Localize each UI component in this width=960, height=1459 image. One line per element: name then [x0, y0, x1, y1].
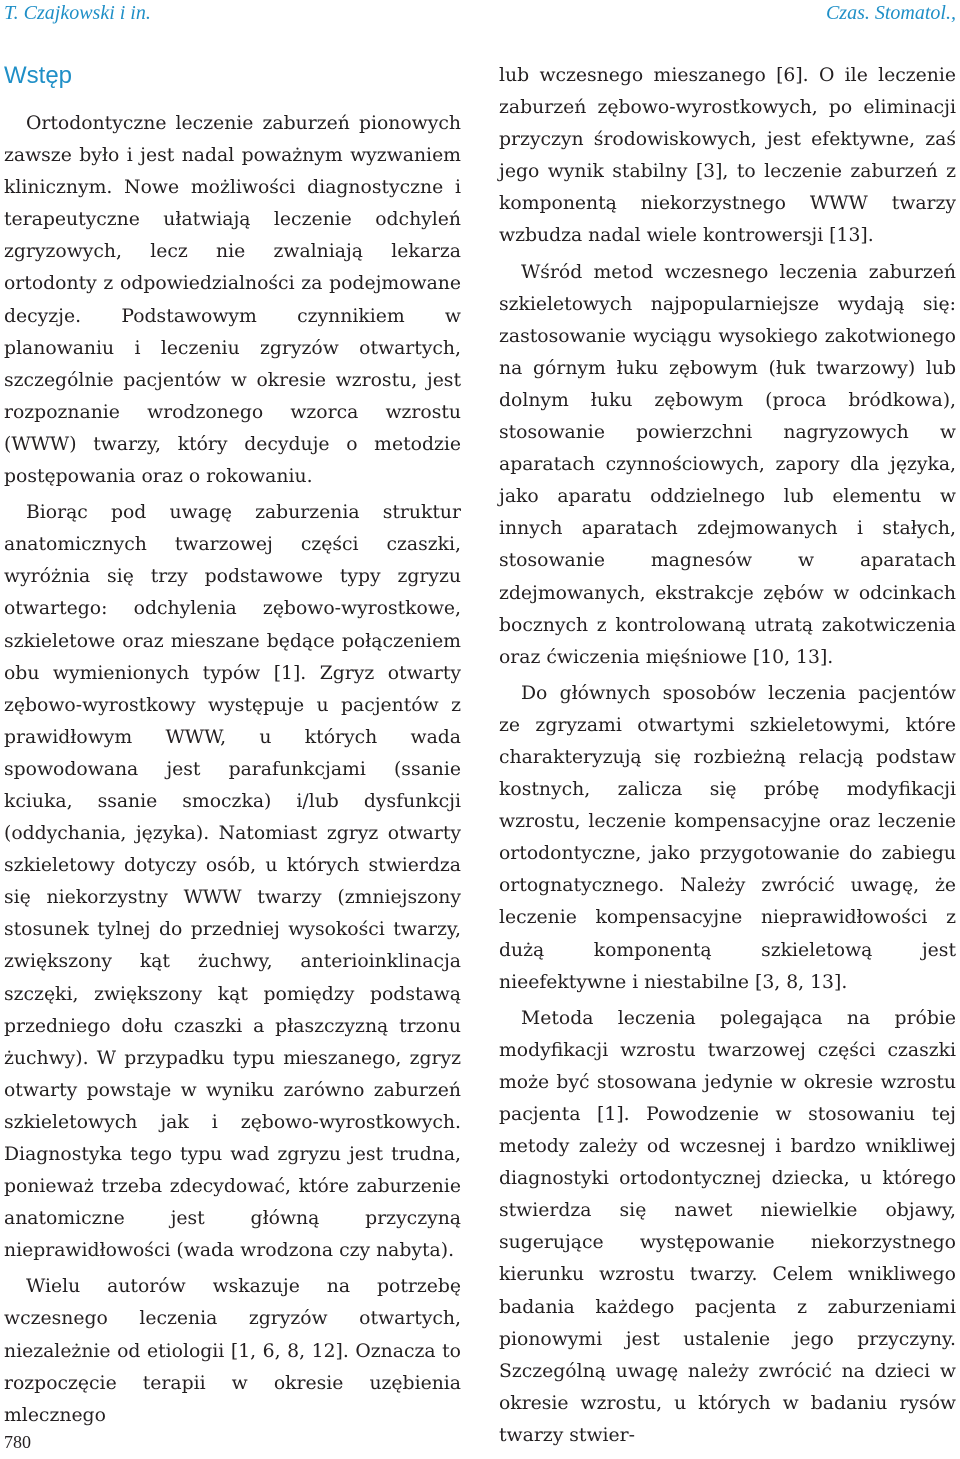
right-column [499, 60, 956, 1456]
left-column [4, 58, 461, 1436]
running-head-journal: Czas. Stomatol., [825, 2, 956, 24]
paragraph: Metoda leczenia polegająca na próbie modyfikacji wzrostu twarzowej części czaszki może być stosowana jedynie w okresie wzrostu pacjenta [1]. Powodzenie w stosowaniu tej metody zależy od wczesnej i bardzo wnikliwej diagnostyki ortodontycznej dziecka, u którego stwierdza się nawet niewielkie objawy, sugerujące występowanie niekorzystnego kierunku wzrostu twarzy. Celem wnikliwego badania każdego pacjenta z zaburzeniami pionowymi jest ustalenie jego przyczyny. Szczególną uwagę należy zwrócić na dzieci w okresie wzrostu, u których w badaniu rysów twarzy stwier- [499, 1007, 956, 1446]
paragraph: Biorąc pod uwagę zaburzenia struktur anatomicznych twarzowej części czaszki, wyróżnia się trzy podstawowe typy zgryzu otwartego: odchylenia zębowo-wyrostkowe, szkieletowe oraz mieszane będące połączeniem obu wymienionych typów [1]. Zgryz otwarty zębowo-wyrostkowy występuje u pacjentów z prawidłowym WWW, u których wada spowodowana jest parafunkcjami (ssanie kciuka, ssanie smoczka) i/lub dysfunkcji (oddychania, języka). Natomiast zgryz otwarty szkieletowy dotyczy osób, u których stwierdza się niekorzystny WWW twarzy (zmniejszony stosunek tylnej do przedniej wysokości twarzy, zwiększony kąt żuchwy, anterioinklinacja szczęki, zwiększony kąt pomiędzy podstawą przedniego dołu czaszki a płaszczyzną trzonu żuchwy). W przypadku typu mieszanego, zgryz otwarty powstaje w wyniku zarówno zaburzeń szkieletowych jak i zębowo-wyrostkowych. Diagnostyka tego typu wad zgryzu jest trudna, ponieważ trzeba zdecydować, które zaburzenie anatomiczne jest główną przyczyną nieprawidłowości (wada wrodzona czy nabyta). [4, 502, 461, 1262]
paragraph: Ortodontyczne leczenie zaburzeń pionowych zawsze było i jest nadal poważnym wyzwaniem klinicznym. Nowe możliwości diagnostyczne i terapeutyczne ułatwiają leczenie odchyleń zgryzowych, lecz nie zwalniają lekarza ortodonty z odpowiedzialności za podejmowane decyzje. Podstawowym czynnikiem w planowaniu i leczeniu zgryzów otwartych, szczególnie pacjentów w okresie wzrostu, jest rozpoznanie wrodzonego wzorca wzrostu (WWW) twarzy, który decyduje o metodzie postępowania oraz o rokowaniu. [4, 113, 461, 488]
paragraph: Wśród metod wczesnego leczenia zaburzeń szkieletowych najpopularniejsze wydają się: zastosowanie wyciągu wysokiego zakotwionego na górnym łuku zębowym (łuk twarzowy) lub dolnym łuku zębowym (proca bródkowa), stosowanie powierzchni nagryzowych w aparatach czynnościowych, zapory dla języka, jako aparatu oddzielnego lub elementu w innych aparatach zdejmowanych i stałych, stosowanie magnesów w aparatach zdejmowanych, ekstrakcje zębów w odcinkach bocznych z kontrolowaną utratą zakotwiczenia oraz ćwiczenia mięśniowe [10, 13]. [499, 261, 956, 668]
paragraph: Do głównych sposobów leczenia pacjentów ze zgryzami otwartymi szkieletowymi, które charakteryzują się rozbieżną relacją podstaw kostnych, zalicza się próbę modyfikacji wzrostu, leczenie kompensacyjne oraz leczenie ortodontyczne, jako przygotowanie do zabiegu ortognatycznego. Należy zwrócić uwagę, że leczenie kompensacyjne nieprawidłowości z dużą komponentą szkieletową jest nieefektywne i niestabilne [3, 8, 13]. [499, 682, 956, 993]
running-head [4, 2, 956, 32]
running-head-authors: T. Czajkowski i in. [4, 2, 151, 24]
section-heading: Wstęp [4, 62, 73, 89]
page-number: 780 [4, 1432, 31, 1452]
paragraph: Wielu autorów wskazuje na potrzebę wczesnego leczenia zgryzów otwartych, niezależnie od etiologii [1, 6, 8, 12]. Oznacza to rozpoczęcie terapii w okresie uzębienia mlecznego [4, 1276, 461, 1426]
paragraph: lub wczesnego mieszanego [6]. O ile leczenie zaburzeń zębowo-wyrostkowych, po eliminacji przyczyn środowiskowych, jest efektywne, zaś jego wynik stabilny [3], to leczenie zaburzeń z komponentą niekorzystnego WWW twarzy wzbudza nadal wiele kontrowersji [13]. [499, 65, 956, 247]
